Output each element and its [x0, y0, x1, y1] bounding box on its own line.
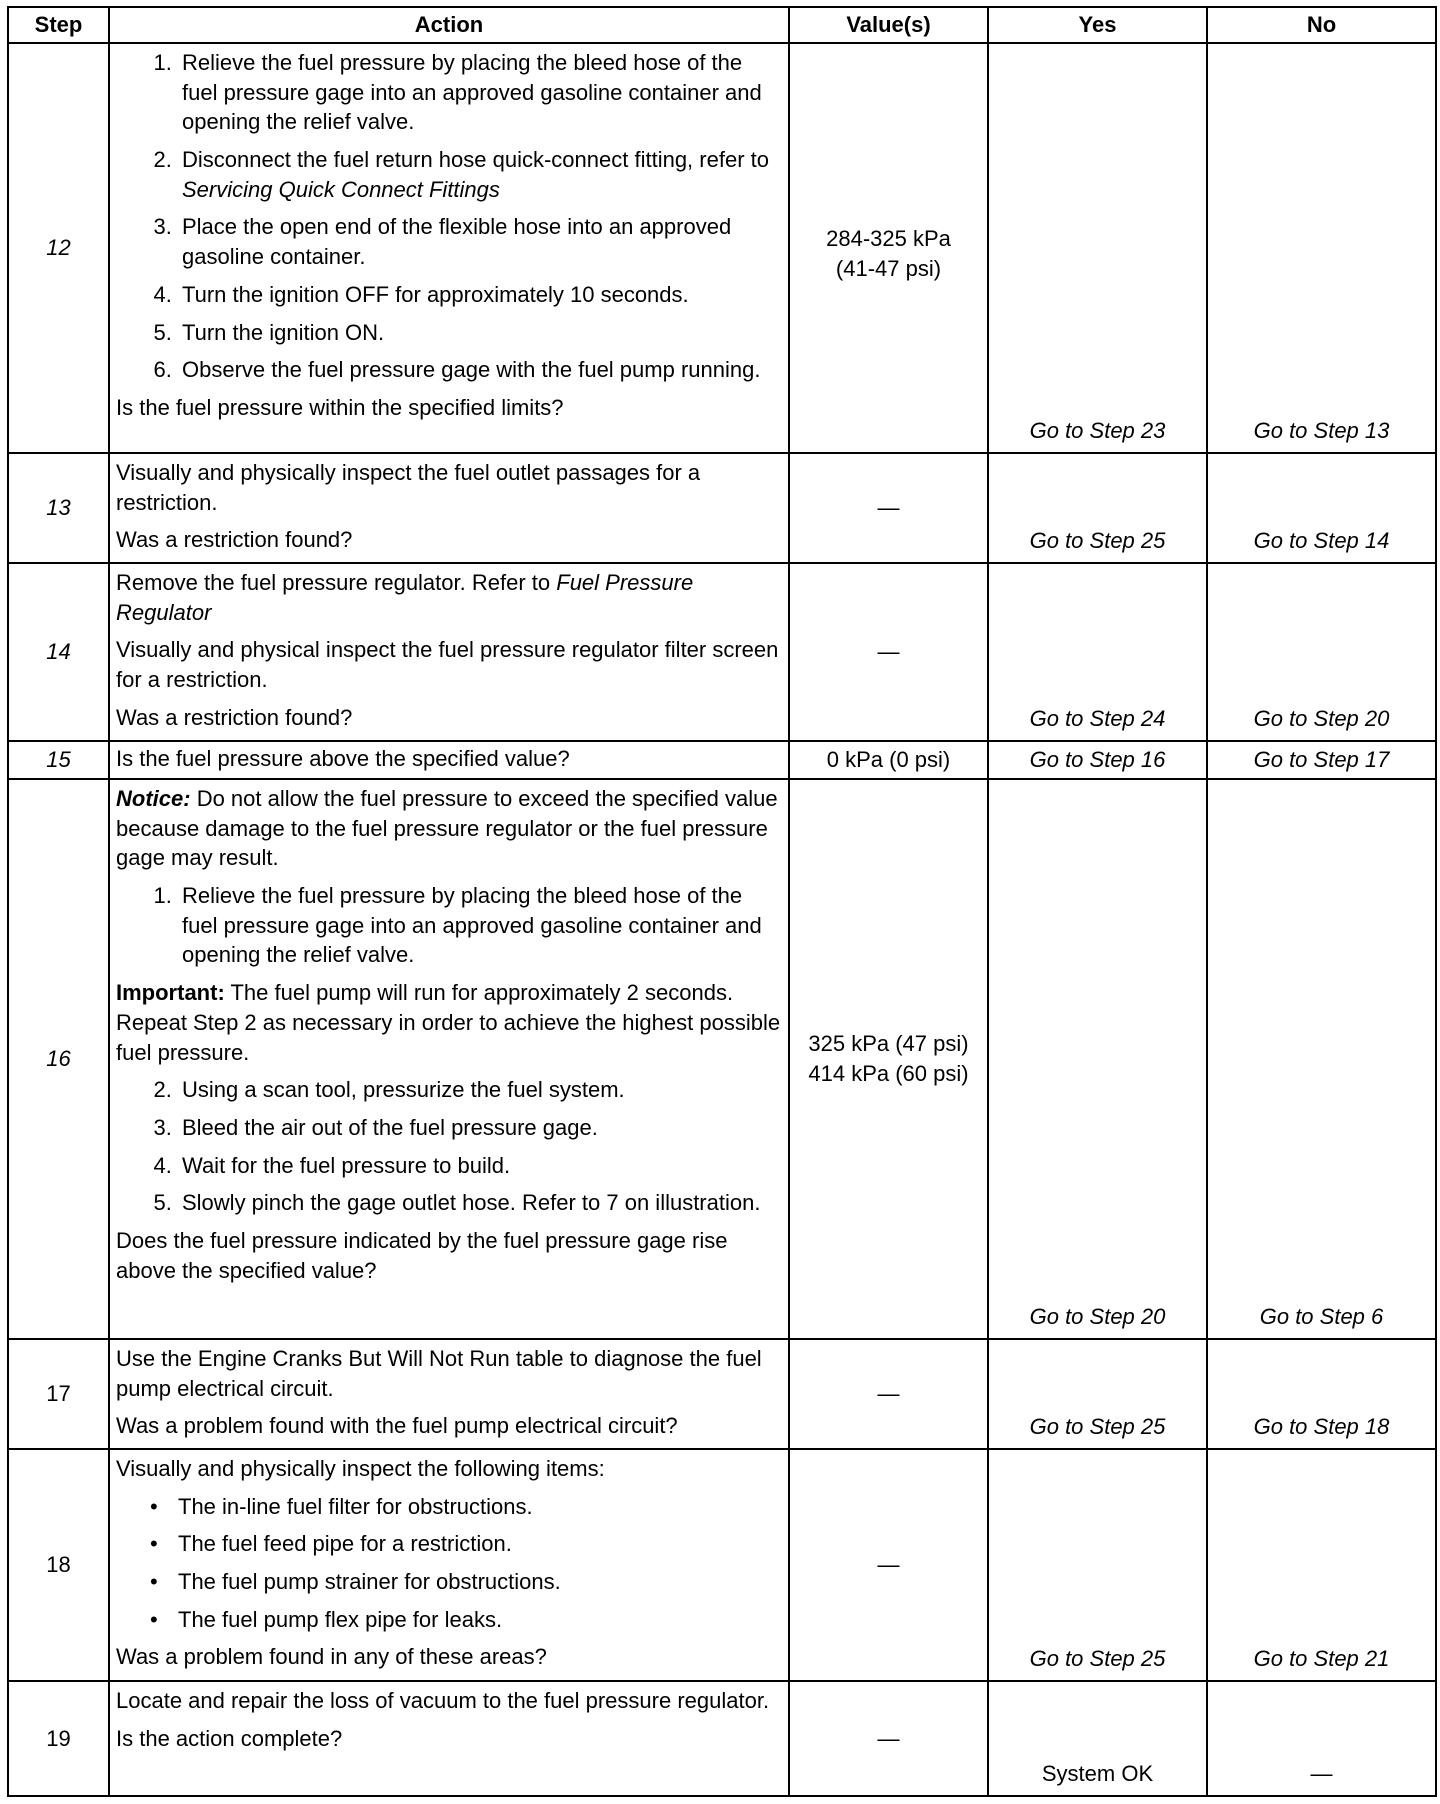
- table-row: [8, 1681, 1436, 1796]
- header-values: Value(s): [789, 7, 988, 43]
- yes-cell: Go to Step 25: [988, 1339, 1207, 1449]
- step-number: 15: [8, 741, 109, 779]
- header-yes: Yes: [988, 7, 1207, 43]
- yes-cell: Go to Step 16: [988, 741, 1207, 779]
- yes-cell: System OK: [988, 1681, 1207, 1796]
- table-row: [8, 779, 1436, 1339]
- important-note: [116, 978, 782, 1067]
- header-row: [8, 7, 1436, 43]
- no-cell: —: [1207, 1681, 1436, 1796]
- value-cell: —: [789, 563, 988, 741]
- action-text-part: Remove the fuel pressure regulator. Refer to: [116, 570, 551, 595]
- question: Was a restriction found?: [116, 704, 353, 730]
- list-item: • The in-line fuel filter for obstructions.: [178, 1492, 782, 1522]
- value-cell: —: [789, 1681, 988, 1796]
- list-item: 4. Wait for the fuel pressure to build.: [178, 1151, 782, 1181]
- action-text: Locate and repair the loss of vacuum to the fuel pressure regulator.: [116, 1688, 770, 1713]
- no-cell: Go to Step 13: [1207, 43, 1436, 453]
- list-item: 5. Slowly pinch the gage outlet hose. Refer to 7 on illustration.: [178, 1188, 782, 1218]
- question: Is the fuel pressure within the specified limits?: [116, 394, 564, 420]
- header-action: Action: [109, 7, 789, 43]
- yes-cell: Go to Step 25: [988, 453, 1207, 563]
- list-item: 3. Place the open end of the flexible hose into an approved gasoline container.: [178, 212, 782, 271]
- value-cell: —: [789, 1339, 988, 1449]
- action-text: Visually and physical inspect the fuel pressure regulator filter screen for a restriction.: [116, 637, 779, 693]
- step-number: 16: [8, 779, 109, 1339]
- list-item: 1. Relieve the fuel pressure by placing the bleed hose of the fuel pressure gage into an approved gasoline container and opening the relief valve.: [178, 881, 782, 970]
- step-number: 18: [8, 1449, 109, 1681]
- list-item: 3. Bleed the air out of the fuel pressure gage.: [178, 1113, 782, 1143]
- no-cell: Go to Step 17: [1207, 741, 1436, 779]
- yes-cell: Go to Step 24: [988, 563, 1207, 741]
- table-row: [8, 453, 1436, 563]
- item-text: Disconnect the fuel return hose quick-connect fitting, refer to: [182, 147, 769, 173]
- value-cell: —: [789, 1449, 988, 1681]
- no-cell: Go to Step 21: [1207, 1449, 1436, 1681]
- action-cell: [109, 1339, 789, 1449]
- important-label: Important:: [116, 980, 225, 1006]
- list-item: 6. Observe the fuel pressure gage with the fuel pump running.: [178, 355, 782, 385]
- value-line: 414 kPa (60 psi): [808, 1061, 969, 1086]
- action-cell: [109, 741, 789, 779]
- action-cell: [109, 43, 789, 453]
- value-cell: —: [789, 453, 988, 563]
- step-number: 13: [8, 453, 109, 563]
- question: Is the fuel pressure above the specified value?: [116, 746, 570, 771]
- action-text: Visually and physically inspect the fuel outlet passages for a restriction.: [116, 460, 701, 515]
- value-cell: 0 kPa (0 psi): [789, 741, 988, 779]
- important-text: The fuel pump will run for approximately 2 seconds. Repeat Step 2 as necessary in order to achieve the highest possible fuel pressure.: [116, 980, 781, 1065]
- list-item: 2. Using a scan tool, pressurize the fuel system.: [178, 1075, 782, 1105]
- question: Was a restriction found?: [116, 527, 353, 553]
- list-item: [178, 145, 782, 204]
- table-row: [8, 1339, 1436, 1449]
- step-number: 19: [8, 1681, 109, 1796]
- instruction-list: [116, 881, 782, 970]
- table-row: [8, 43, 1436, 453]
- list-item: • The fuel pump flex pipe for leaks.: [178, 1605, 782, 1635]
- no-cell: Go to Step 20: [1207, 563, 1436, 741]
- list-item: • The fuel pump strainer for obstructions.: [178, 1567, 782, 1597]
- no-cell: Go to Step 18: [1207, 1339, 1436, 1449]
- list-item: 1. Relieve the fuel pressure by placing the bleed hose of the fuel pressure gage into an approved gasoline container and opening the relief valve.: [178, 48, 782, 137]
- header-no: No: [1207, 7, 1436, 43]
- question: Is the action complete?: [116, 1725, 343, 1751]
- question: Does the fuel pressure indicated by the fuel pressure gage rise above the specified value?: [116, 1227, 728, 1283]
- list-item: 5. Turn the ignition ON.: [178, 318, 782, 348]
- step-number: 17: [8, 1339, 109, 1449]
- reference-link: Fuel Pressure Regulator: [116, 570, 694, 625]
- action-text: Use the Engine Cranks But Will Not Run table to diagnose the fuel pump electrical circuit.: [116, 1346, 762, 1401]
- question: Was a problem found in any of these areas?: [116, 1644, 547, 1670]
- list-item: • The fuel feed pipe for a restriction.: [178, 1529, 782, 1559]
- action-text: Visually and physically inspect the following items:: [116, 1456, 605, 1481]
- step-number: 14: [8, 563, 109, 741]
- action-text: [116, 568, 782, 627]
- reference-link: Servicing Quick Connect Fittings: [182, 176, 500, 202]
- bullet-list: [116, 1492, 782, 1635]
- instruction-list: [116, 48, 782, 385]
- value-line: (41-47 psi): [835, 255, 942, 281]
- action-cell: [109, 1449, 789, 1681]
- value-line: 325 kPa (47 psi): [808, 1031, 969, 1057]
- instruction-list: [116, 1075, 782, 1218]
- question: Was a problem found with the fuel pump electrical circuit?: [116, 1413, 678, 1439]
- value-line: 284-325 kPa: [826, 226, 951, 251]
- action-cell: [109, 779, 789, 1339]
- action-cell: [109, 1681, 789, 1796]
- yes-cell: Go to Step 25: [988, 1449, 1207, 1681]
- yes-cell: Go to Step 20: [988, 779, 1207, 1339]
- list-item: 4. Turn the ignition OFF for approximately 10 seconds.: [178, 280, 782, 310]
- yes-cell: Go to Step 23: [988, 43, 1207, 453]
- table-row: [8, 1449, 1436, 1681]
- step-number: 12: [8, 43, 109, 453]
- no-cell: Go to Step 6: [1207, 779, 1436, 1339]
- value-cell: [789, 779, 988, 1339]
- action-cell: [109, 453, 789, 563]
- notice-text: Do not allow the fuel pressure to exceed the specified value because damage to the fuel pressure regulator or the fuel pressure gage may result.: [116, 786, 778, 871]
- table-row: [8, 563, 1436, 741]
- table-row: [8, 741, 1436, 779]
- notice-label: Notice:: [116, 786, 191, 811]
- no-cell: Go to Step 14: [1207, 453, 1436, 563]
- notice: [116, 784, 782, 873]
- value-cell: [789, 43, 988, 453]
- header-step: Step: [8, 7, 109, 43]
- action-cell: [109, 563, 789, 741]
- diagnostic-table: [7, 6, 1437, 1797]
